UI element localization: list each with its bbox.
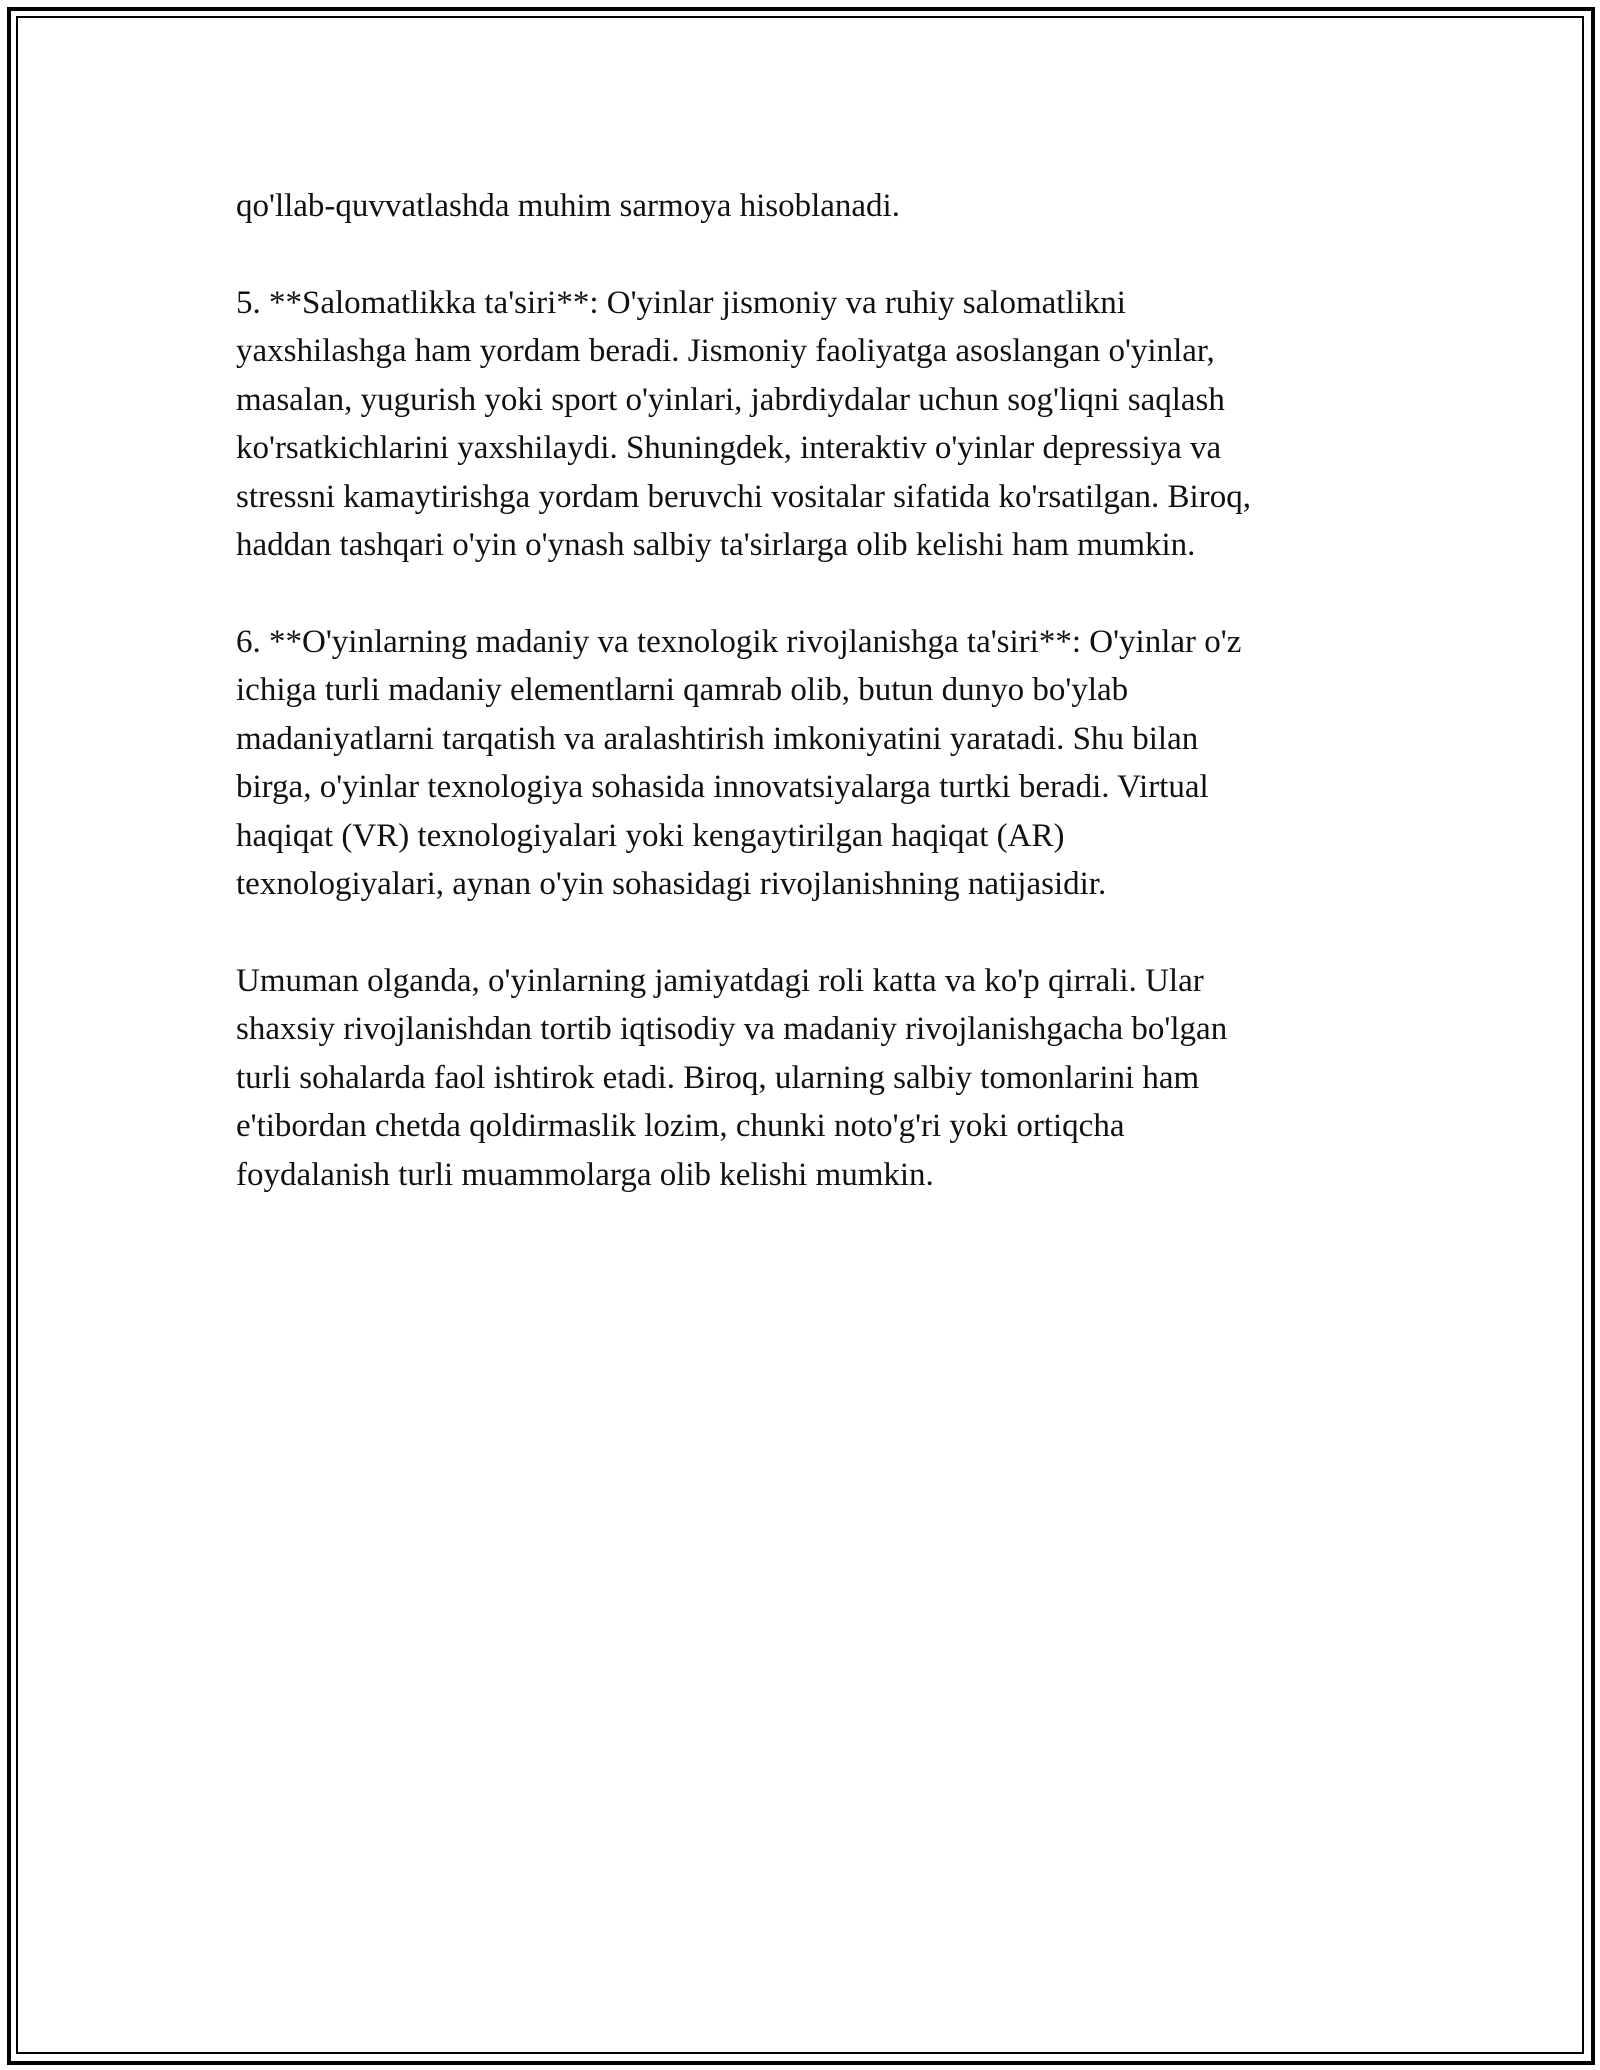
text-line: Umuman olganda, o'yinlarning jamiyatdagi roli katta va ko'p qirrali. Ular bbox=[236, 962, 1204, 999]
text-line: birga, o'yinlar texnologiya sohasida innovatsiyalarga turtki beradi. Virtual bbox=[236, 769, 1209, 805]
text-line: stressni kamaytirishga yordam beruvchi vositalar sifatida ko'rsatilgan. Biroq, bbox=[236, 478, 1251, 515]
text-line: foydalanish turli muammolarga olib kelishi mumkin. bbox=[236, 1156, 934, 1193]
text-line: madaniyatlarni tarqatish va aralashtirish imkoniyatini yaratadi. Shu bilan bbox=[236, 720, 1199, 757]
text-line: 5. **Salomatlikka ta'siri**: O'yinlar jismoniy va ruhiy salomatlikni bbox=[236, 284, 1126, 321]
text-line: qo'llab-quvvatlashda muhim sarmoya hisoblanadi. bbox=[236, 188, 900, 224]
paragraph-health-impact bbox=[236, 279, 1396, 570]
text-line: haddan tashqari o'yin o'ynash salbiy ta'sirlarga olib kelishi ham mumkin. bbox=[236, 527, 1196, 563]
text-line: ko'rsatkichlarini yaxshilaydi. Shuningdek, interaktiv o'yinlar depressiya va bbox=[236, 430, 1222, 466]
text-line: haqiqat (VR) texnologiyalari yoki kengaytirilgan haqiqat (AR) bbox=[236, 817, 1065, 854]
text-line: ichiga turli madaniy elementlarni qamrab olib, butun dunyo bo'ylab bbox=[236, 672, 1129, 708]
paragraph-continuation bbox=[236, 182, 1396, 231]
document-body bbox=[236, 182, 1396, 1247]
text-line: turli sohalarda faol ishtirok etadi. Biroq, ularning salbiy tomonlarini ham bbox=[236, 1059, 1200, 1096]
text-line: shaxsiy rivojlanishdan tortib iqtisodiy va madaniy rivojlanishgacha bo'lgan bbox=[236, 1011, 1228, 1047]
text-line: texnologiyalari, aynan o'yin sohasidagi rivojlanishning natijasidir. bbox=[236, 866, 1107, 902]
text-line: e'tibordan chetda qoldirmaslik lozim, chunki noto'g'ri yoki ortiqcha bbox=[236, 1108, 1125, 1144]
paragraph-cultural-tech-impact bbox=[236, 618, 1396, 909]
paragraph-conclusion bbox=[236, 957, 1396, 1200]
text-line: yaxshilashga ham yordam beradi. Jismoniy faoliyatga asoslangan o'yinlar, bbox=[236, 333, 1215, 369]
text-line: 6. **O'yinlarning madaniy va texnologik rivojlanishga ta'siri**: O'yinlar o'z bbox=[236, 623, 1242, 660]
text-line: masalan, yugurish yoki sport o'yinlari, jabrdiydalar uchun sog'liqni saqlash bbox=[236, 381, 1225, 418]
